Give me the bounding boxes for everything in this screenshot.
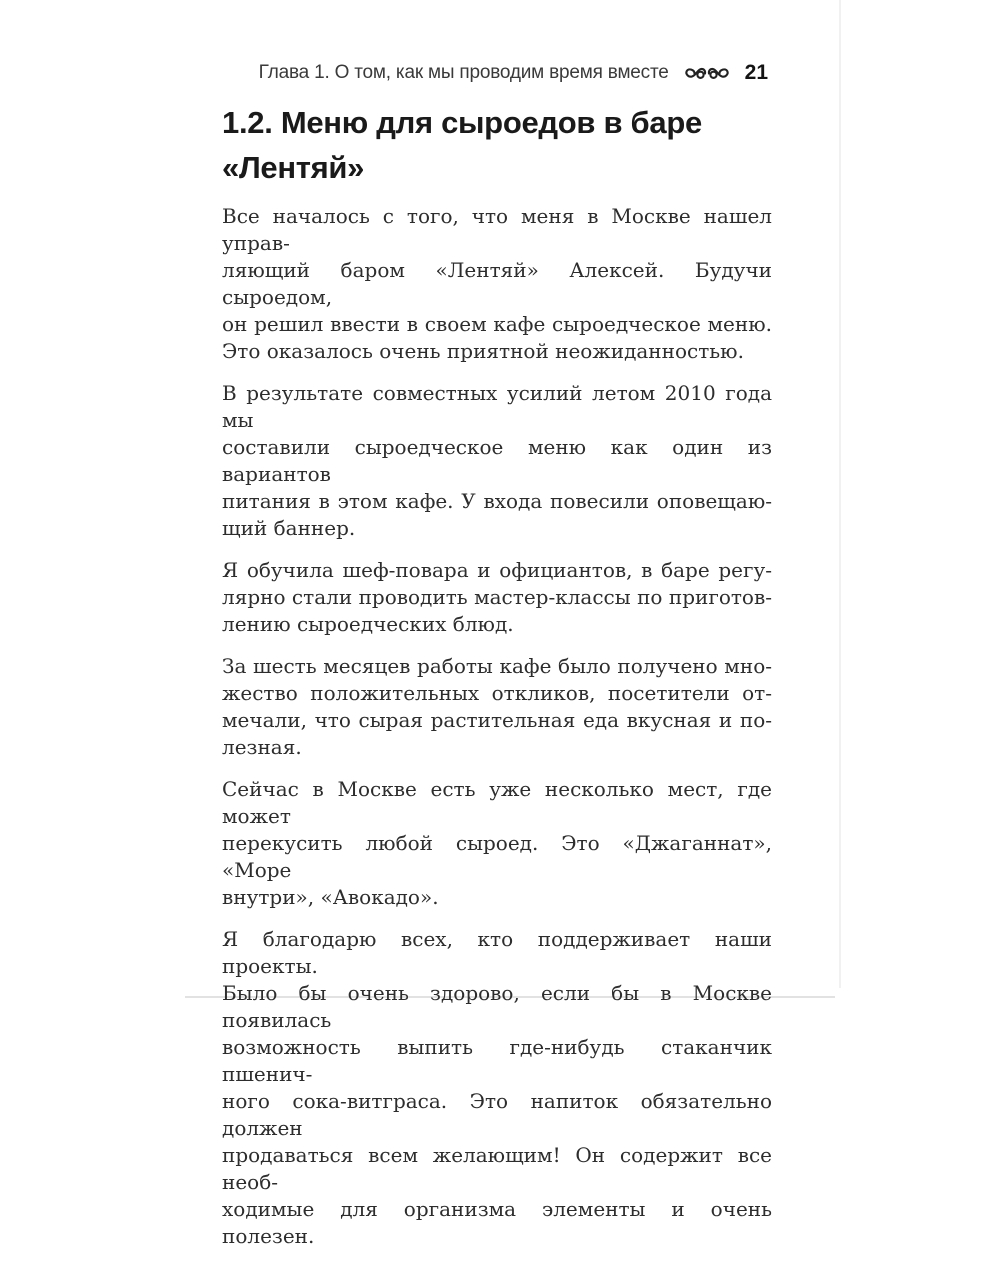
- paragraph-line: продаваться всем желающим! Он содержит все необ-: [222, 1143, 772, 1194]
- running-header: [222, 61, 768, 85]
- paragraph: [222, 653, 772, 761]
- paragraph-line: В результате совместных усилий летом 2010 года мы: [222, 381, 772, 432]
- section-heading-line-1: 1.2. Меню для сыроедов в баре: [222, 105, 702, 140]
- paragraph-line: ного сока-витграса. Это напиток обязательно должен: [222, 1089, 772, 1140]
- paragraph-line: он решил ввести в своем кафе сыроедческое меню.: [222, 312, 772, 336]
- section-heading: [222, 100, 822, 190]
- paragraph-line: лезная.: [222, 735, 302, 759]
- paragraph-line: Все началось с того, что меня в Москве нашел управ-: [222, 204, 772, 255]
- running-header-chapter-title: Глава 1. О том, как мы проводим время вместе: [258, 62, 669, 83]
- paragraph: [222, 203, 772, 365]
- paragraph-line: внутри», «Авокадо».: [222, 885, 439, 909]
- paragraph-line: ляющий баром «Лентяй» Алексей. Будучи сыроедом,: [222, 258, 772, 309]
- paragraph: [222, 557, 772, 638]
- page-number: 21: [744, 61, 768, 84]
- paragraph-line: мечали, что сырая растительная еда вкусная и по-: [222, 708, 772, 732]
- paragraph-line: Я обучила шеф-повара и официантов, в баре регу-: [222, 558, 772, 582]
- paragraph: [222, 380, 772, 542]
- paragraph-line: лярно стали проводить мастер-классы по приготов-: [222, 585, 772, 609]
- floral-swirl-ornament-icon: [684, 65, 730, 82]
- page-scan-edge-vertical: [839, 0, 841, 988]
- section-heading-line-2: «Лентяй»: [222, 150, 365, 185]
- paragraph-line: За шесть месяцев работы кафе было получено мно-: [222, 654, 772, 678]
- paragraph: [222, 926, 772, 1250]
- paragraph: [222, 776, 772, 911]
- paragraph-line: перекусить любой сыроед. Это «Джаганнат», «Море: [222, 831, 772, 882]
- paragraph-line: возможность выпить где-нибудь стаканчик пшенич-: [222, 1035, 772, 1086]
- body-paragraphs: [222, 203, 772, 1265]
- paragraph-line: питания в этом кафе. У входа повесили оповещаю-: [222, 489, 772, 513]
- paragraph-line: Я благодарю всех, кто поддерживает наши проекты.: [222, 927, 772, 978]
- paragraph-line: ходимые для организма элементы и очень полезен.: [222, 1197, 772, 1248]
- paragraph-line: жество положительных откликов, посетители от-: [222, 681, 772, 705]
- paragraph-line: щий баннер.: [222, 516, 356, 540]
- paragraph-line: составили сыроедческое меню как один из вариантов: [222, 435, 772, 486]
- paragraph-line: лению сыроедческих блюд.: [222, 612, 514, 636]
- paragraph-line: Было бы очень здорово, если бы в Москве появилась: [222, 981, 772, 1032]
- paragraph-line: Сейчас в Москве есть уже несколько мест, где может: [222, 777, 772, 828]
- paragraph-line: Это оказалось очень приятной неожиданностью.: [222, 339, 744, 363]
